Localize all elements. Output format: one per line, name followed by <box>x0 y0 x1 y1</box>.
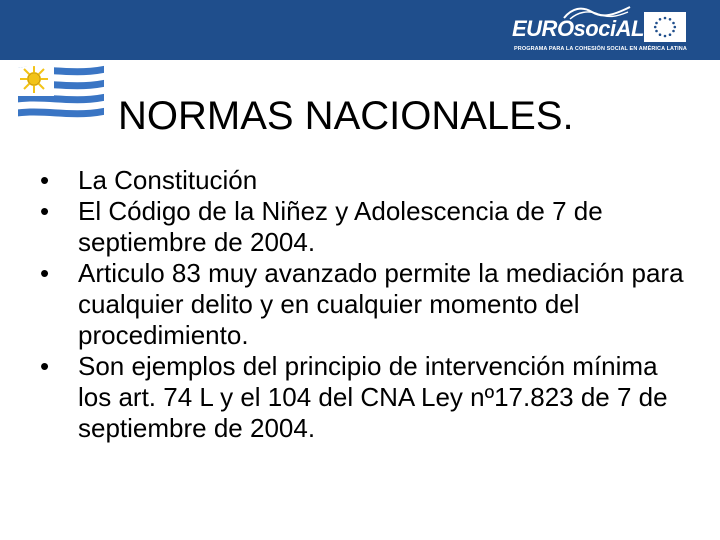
list-item <box>40 196 690 258</box>
eurosocial-logo <box>508 4 688 56</box>
logo-subtitle: PROGRAMA PARA LA COHESIÓN SOCIAL EN AMÉRICA LATINA <box>514 46 687 52</box>
sun-of-may-icon <box>20 65 48 93</box>
bullet-dot: • <box>40 258 50 288</box>
bullet-dot: • <box>40 196 50 226</box>
bullet-dot: • <box>40 165 50 195</box>
list-item <box>40 165 690 196</box>
slide-title: NORMAS NACIONALES. <box>118 94 574 138</box>
bullet-text: Articulo 83 muy avanzado permite la mediación para cualquier delito y en cualquier momento del procedimiento. <box>78 258 684 350</box>
header-bar <box>0 0 720 60</box>
bullet-text: Son ejemplos del principio de intervención mínima los art. 74 L y el 104 del CNA Ley nº17.823 de 7 de septiembre de 2004. <box>78 351 668 443</box>
uruguay-flag-icon <box>14 62 108 131</box>
bullet-text: La Constitución <box>78 165 258 195</box>
eu-flag-icon <box>644 12 686 42</box>
logo-text: EUROsociAL <box>512 16 644 41</box>
bullet-text: El Código de la Niñez y Adolescencia de 7 de septiembre de 2004. <box>78 196 603 257</box>
bullet-dot: • <box>40 351 50 381</box>
list-item <box>40 351 690 444</box>
list-item <box>40 258 690 351</box>
bullet-list <box>40 165 690 444</box>
